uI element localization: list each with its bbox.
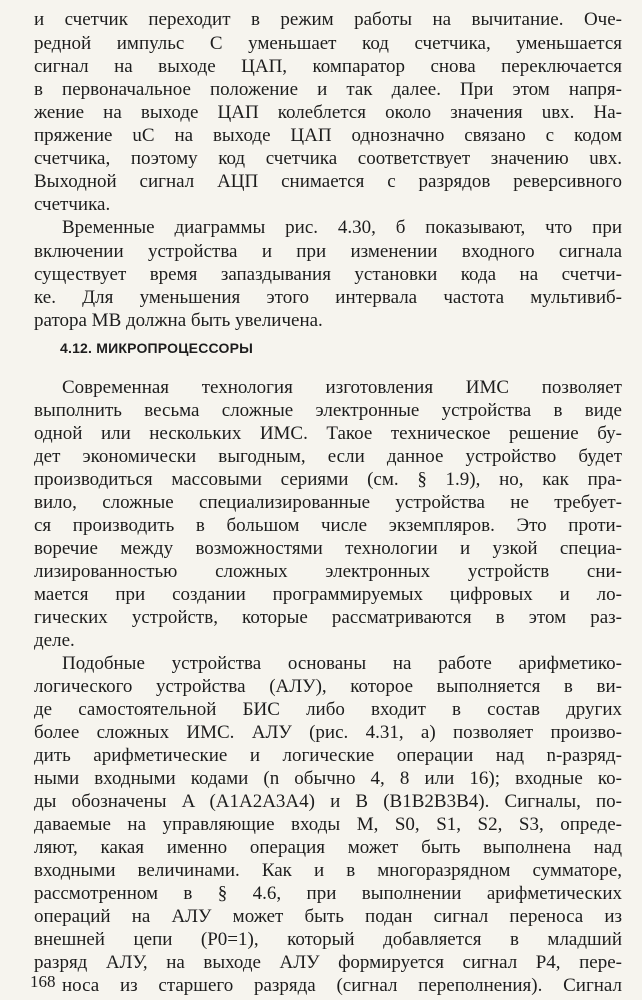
text-line: деле. — [34, 630, 75, 651]
text-line: и счетчик переходит в режим работы на вычитание. Оче- — [34, 9, 622, 30]
text-line: лизированностью сложных электронных устройств сни- — [34, 561, 622, 582]
text-line: воречие между возможностями технологии и узкой специа- — [34, 538, 622, 559]
section-heading: 4.12. МИКРОПРОЦЕССОРЫ — [60, 340, 254, 356]
text-line: Выходной сигнал АЦП снимается с разрядов реверсивного — [34, 171, 622, 192]
text-line: в первоначальное положение и так далее. При этом напря- — [34, 79, 622, 100]
text-line: дет экономически выгодным, если данное устройство будет — [34, 446, 622, 467]
text-line: выполнить весьма сложные электронные устройства в виде — [34, 400, 622, 421]
text-line: операций на АЛУ может быть подан сигнал переноса из — [34, 906, 622, 927]
text-line: ды обозначены A (A1A2A3A4) и B (B1B2B3B4). Сигналы, по- — [34, 791, 622, 812]
text-line: вило, сложные специализированные устройства не требует- — [34, 492, 622, 513]
text-line: производиться массовыми сериями (см. § 1.9), но, как пра- — [34, 469, 622, 490]
text-line: ке. Для уменьшения этого интервала частота мультивиб- — [34, 287, 622, 308]
text-line: редной импульс C уменьшает код счетчика, уменьшается — [34, 33, 622, 54]
page-number: 168 — [30, 972, 56, 991]
text-line: ратора MB должна быть увеличена. — [34, 310, 323, 331]
text-line: Временные диаграммы рис. 4.30, б показывают, что при — [62, 217, 622, 238]
text-line: пряжение uC на выходе ЦАП однозначно связано с кодом — [34, 125, 622, 146]
text-line: разряд АЛУ, на выходе АЛУ формируется сигнал P4, пере- — [34, 952, 622, 973]
text-line: сигнал на выходе ЦАП, компаратор снова переключается — [34, 56, 622, 77]
text-line: мается при создании программируемых цифровых и ло- — [34, 584, 622, 605]
text-line: логического устройства (АЛУ), которое выполняется в ви- — [34, 676, 622, 697]
text-line: носа из старшего разряда (сигнал переполнения). Сигнал — [62, 975, 622, 996]
text-line: гических устройств, которые рассматриваются в этом раз- — [34, 607, 622, 628]
text-line: входными величинами. Как и в многоразрядном сумматоре, — [34, 860, 622, 881]
text-line: Подобные устройства основаны на работе арифметико- — [62, 653, 622, 674]
text-line: де самостоятельной БИС либо входит в состав других — [34, 699, 622, 720]
text-line: счетчика. — [34, 194, 111, 215]
text-line: ся производить в большом числе экземпляров. Это проти- — [34, 515, 622, 536]
text-line: более сложных ИМС. АЛУ (рис. 4.31, а) позволяет произво- — [34, 722, 622, 743]
text-line: рассмотренном в § 4.6, при выполнении арифметических — [34, 883, 622, 904]
text-line: существует время запаздывания установки кода на счетчи- — [34, 264, 622, 285]
text-line: внешней цепи (P0=1), который добавляется в младший — [34, 929, 622, 950]
text-line: одной или нескольких ИМС. Такое техническое решение бу- — [34, 423, 622, 444]
text-line: включении устройства и при изменении входного сигнала — [34, 241, 622, 262]
text-line: дить арифметические и логические операции над n-разряд- — [34, 745, 622, 766]
text-line: ляют, какая именно операция может быть выполнена над — [34, 837, 622, 858]
text-line: ными входными кодами (n обычно 4, 8 или 16); входные ко- — [34, 768, 622, 789]
text-line: счетчика, поэтому код счетчика соответствует значению uвх. — [34, 148, 622, 169]
text-line: даваемые на управляющие входы M, S0, S1, S2, S3, опреде- — [34, 814, 622, 835]
text-line: Современная технология изготовления ИМС позволяет — [62, 377, 622, 398]
text-line: жение на выходе ЦАП колеблется около значения uвх. На- — [34, 102, 622, 123]
